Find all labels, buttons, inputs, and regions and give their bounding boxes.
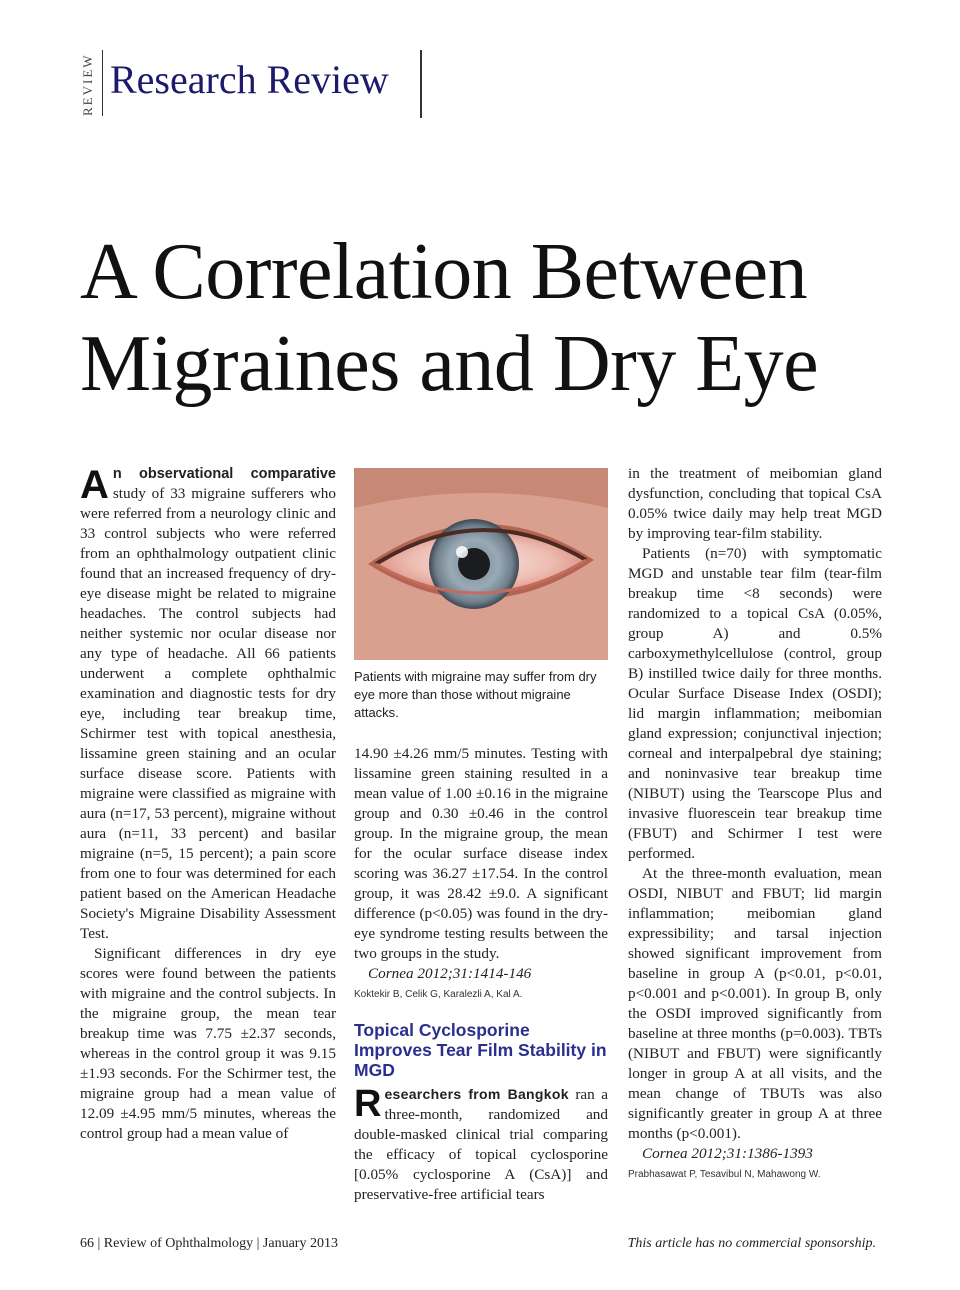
section-title: Research Review (110, 57, 389, 102)
footer-page-info: 66 | Review of Ophthalmology | January 2013 (80, 1236, 338, 1251)
article1-paragraph-1 (80, 464, 336, 944)
lead-in: n observational comparative (112, 466, 336, 482)
footer-sponsorship: This article has no commercial sponsorship. (627, 1236, 876, 1251)
column-1 (80, 464, 336, 1144)
article-title (80, 226, 900, 410)
vertical-tag-text: REVIEW (80, 53, 95, 116)
dropcap-a: A (80, 463, 109, 507)
article2-paragraph-2: Patients (n=70) with symptomatic MGD and unstable tear film (tear-film breakup time <8 seconds) were randomized to a topical CsA (0.05%, group A) and 0.5% carboxymethylcellulose (control, group B) instilled twice daily for three months. Ocular Surface Disease Index (OSDI); lid margin inflammation; meibomian gland expression; conjunctival injection; corneal and interpalpebral dye staining; and noninvasive tear breakup time (NIBUT) using the Tearscope Plus and invasive fluorescein tear breakup time (FBUT) and Schirmer I test were performed. (628, 545, 882, 862)
article1-p1-text: study of 33 migraine sufferers who were referred from a neurology clinic and 33 control subjects who were referred from an ophthalmology outpatient clinic found that an increased frequency of dry-eye disease might be related to migraine headaches. The control subjects had neither systemic nor ocular disease nor any type of headache. All 66 patients underwent a complete ophthalmic examination and diagnostic tests for dry eye, including tear breakup time, Schirmer test with topical anesthesia, lissamine green staining and an ocular surface disease score. Patients with migraine were classified as migraine with aura (n=17, 53 percent), migraine without aura (n=11, 33 percent) and basilar migraine (n=5, 15 percent); a pain score from one to four was determined for each patient based on the American Headache Society's Migraine Disability Assessment Test. (80, 485, 336, 942)
article2-lead-in: esearchers from Bangkok (384, 1086, 569, 1102)
header-divider (420, 50, 422, 118)
red-eye-photo (354, 468, 608, 660)
vertical-section-tag (80, 50, 103, 116)
page-footer (80, 1236, 876, 1256)
article2-paragraph-1-cont: in the treatment of meibomian gland dysfunction, concluding that topical CsA 0.05% twice daily may help treat MGD by improving tear-film stability. (628, 465, 882, 542)
article2-paragraph-3: At the three-month evaluation, mean OSDI, NIBUT and FBUT; lid margin inflammation; meibomian gland expressibility; and tarsal injection showed significant improvement from baseline in group A (p<0.01, p<0.01, p<0.001 and p<0.001). In group B, only the OSDI improved significantly from baseline at three months (p=0.003). TBTs (NIBUT and FBUT) were significantly longer in group A at all visits, and the mean change of TBUTs was also significantly greater in group A at three months (p<0.001). (628, 865, 882, 1142)
article1-paragraph-2-cont: 14.90 ±4.26 mm/5 minutes. Testing with lissamine green staining resulted in a mean value of 1.00 ±0.16 in the migraine group and 0.30 ±0.46 in the control group. In the migraine group, the mean for the ocular surface disease index scoring was 36.27 ±17.54. In the control group, it was 28.42 ±9.0. A significant difference (p<0.05) was found in the dry-eye syndrome testing results between the two groups in the study. (354, 745, 608, 962)
dropcap-r: R (354, 1083, 382, 1125)
photo-caption: Patients with migraine may suffer from dry eye more than those without migraine attacks. (354, 669, 597, 720)
article1-paragraph-2: Significant differences in dry eye scores were found between the patients with migraine and the control subjects. In the migraine group, the mean tear breakup time was 7.75 ±2.37 seconds, whereas in the control group it was 9.15 ±1.93 seconds. For the Schirmer test, the migraine group had a mean value of 12.09 ±4.95 mm/5 minutes, whereas the control group had a mean value of (80, 945, 336, 1142)
article2-citation: Cornea 2012;31:1386-1393 (642, 1145, 813, 1162)
article2-authors: Prabhasawat P, Tesavibul N, Mahawong W. (628, 1169, 821, 1180)
title-line-1: A Correlation Between (80, 228, 808, 316)
column-2 (354, 744, 608, 1205)
article1-citation: Cornea 2012;31:1414-146 (368, 965, 532, 982)
article2-paragraph-1 (354, 1084, 608, 1205)
title-line-2: Migraines and Dry Eye (80, 320, 819, 408)
article2-p1-text: ran a three-month, randomized and double-masked clinical trial comparing the efficacy of topical cyclosporine [0.05% cyclosporine A (CsA)] and preservative-free artificial tears (354, 1086, 608, 1203)
column-3 (628, 464, 882, 1182)
eye-illustration (354, 468, 608, 660)
article2-title: Topical Cyclosporine Improves Tear Film Stability in MGD (354, 1020, 607, 1080)
article1-authors: Koktekir B, Celik G, Karalezli A, Kal A. (354, 989, 523, 1000)
